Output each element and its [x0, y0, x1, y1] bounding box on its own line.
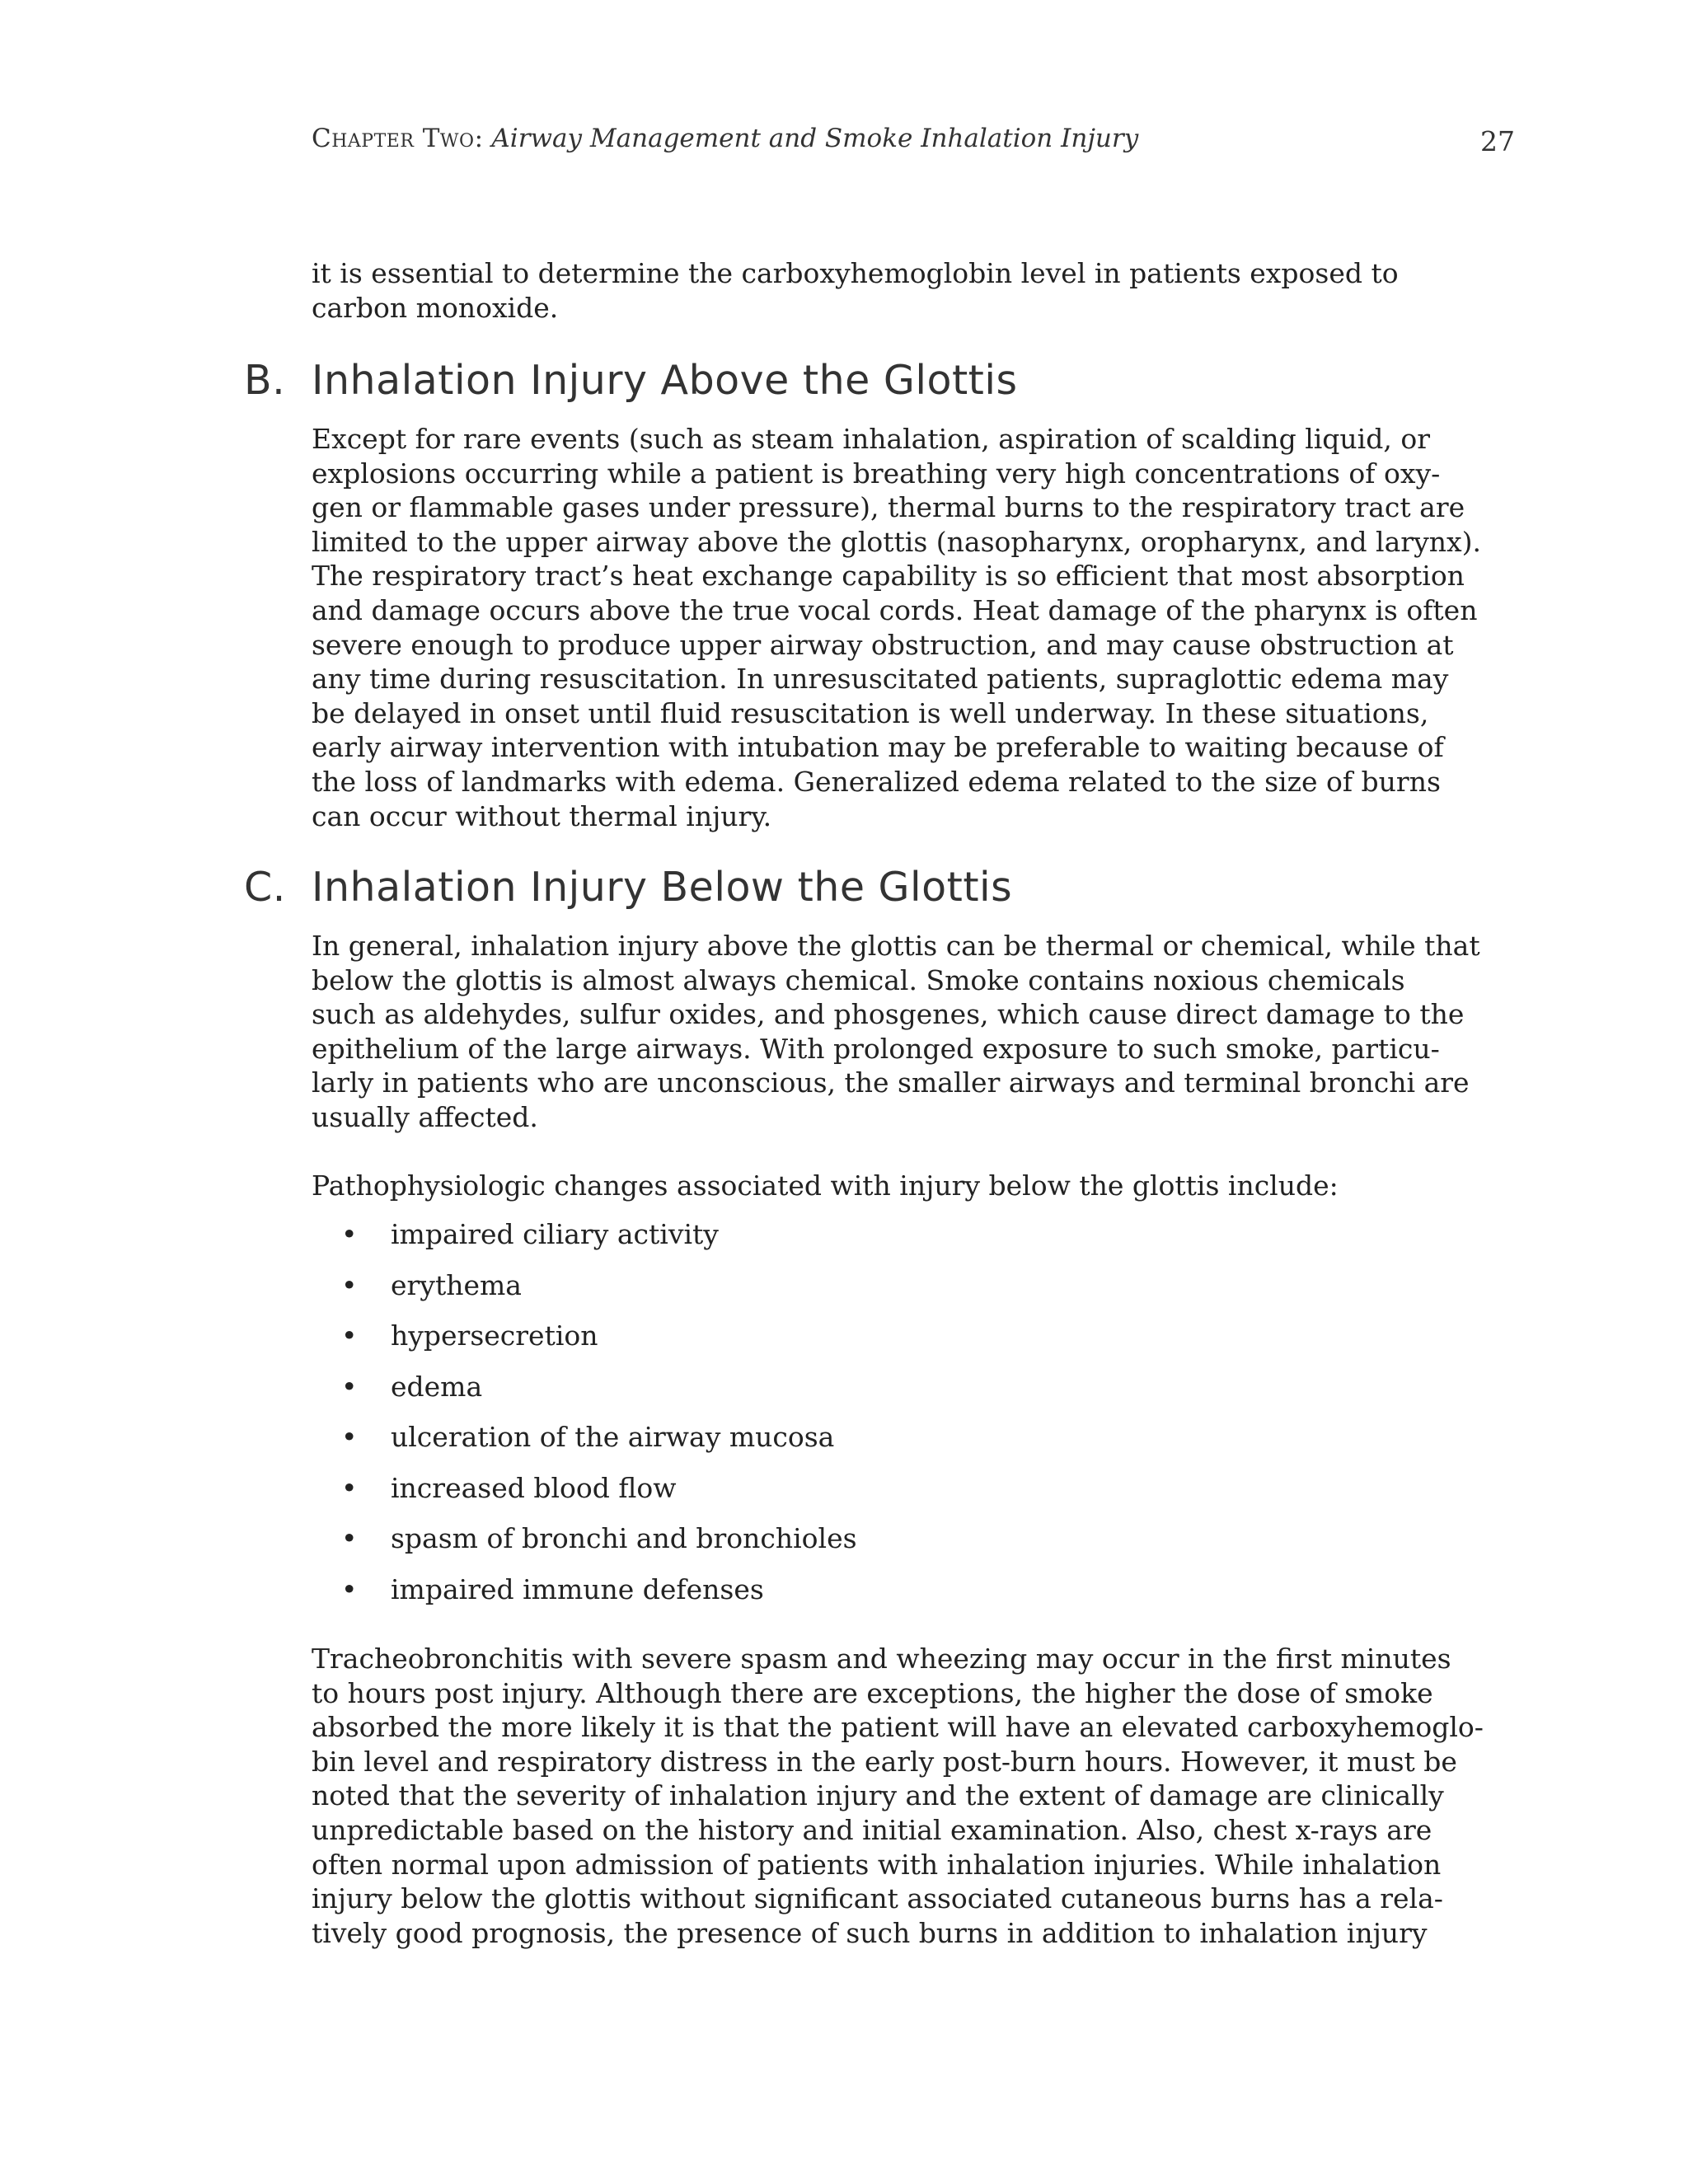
paragraph-line: to hours post injury. Although there are exceptions, the higher the dose of smoke — [312, 1676, 1433, 1709]
section-c-title: Inhalation Injury Below the Glottis — [312, 864, 1013, 911]
section-b-letter: B. — [244, 357, 286, 404]
bullet-icon: • — [341, 1421, 358, 1453]
list-intro-text: Pathophysiologic changes associated with injury below the glottis include: — [312, 1169, 1339, 1202]
list-item — [312, 1569, 1515, 1620]
bullet-icon: • — [341, 1268, 358, 1301]
paragraph-line: can occur without thermal injury. — [312, 799, 772, 832]
paragraph-line: gen or flammable gases under pressure), thermal burns to the respiratory tract are — [312, 491, 1465, 524]
list-item-text: edema — [391, 1370, 483, 1403]
paragraph-line: early airway intervention with intubation may be preferable to waiting because of — [312, 731, 1444, 764]
paragraph-line: often normal upon admission of patients with inhalation injuries. While inhalation — [312, 1848, 1442, 1881]
paragraph-line: severe enough to produce upper airway obstruction, and may cause obstruction at — [312, 628, 1454, 661]
paragraph-line: larly in patients who are unconscious, the smaller airways and terminal bronchi are — [312, 1066, 1470, 1099]
list-item — [312, 1265, 1515, 1316]
paragraph-line: and damage occurs above the true vocal cords. Heat damage of the pharynx is often — [312, 593, 1478, 626]
paragraph-line: epithelium of the large airways. With prolonged exposure to such smoke, particu- — [312, 1032, 1440, 1065]
bullet-icon: • — [341, 1319, 358, 1352]
paragraph-line: unpredictable based on the history and initial examination. Also, chest x-rays are — [312, 1813, 1432, 1846]
section-b-paragraph — [312, 422, 1515, 833]
paragraph-line: carbon monoxide. — [312, 291, 559, 324]
list-item-text: spasm of bronchi and bronchioles — [391, 1522, 857, 1554]
list-item-text: impaired immune defenses — [391, 1572, 764, 1605]
intro-paragraph — [312, 256, 1515, 325]
page-number: 27 — [1480, 125, 1515, 157]
paragraph-line: such as aldehydes, sulfur oxides, and phosgenes, which cause direct damage to the — [312, 998, 1465, 1031]
paragraph-line: tively good prognosis, the presence of such burns in addition to inhalation injury — [312, 1916, 1428, 1949]
paragraph-line: be delayed in onset until fluid resuscitation is well underway. In these situations, — [312, 696, 1429, 729]
section-c-heading — [244, 863, 1513, 912]
pathophysiology-list — [312, 1214, 1515, 1619]
list-item — [312, 1417, 1515, 1468]
list-item — [312, 1315, 1515, 1366]
section-c-paragraph-2 — [312, 1642, 1515, 1950]
paragraph-line: In general, inhalation injury above the glottis can be thermal or chemical, while that — [312, 930, 1480, 962]
paragraph-line: absorbed the more likely it is that the patient will have an elevated carboxyhemoglo- — [312, 1711, 1484, 1744]
paragraph-line: it is essential to determine the carboxyhemoglobin level in patients exposed to — [312, 257, 1399, 289]
running-header — [312, 122, 1515, 163]
paragraph-line: below the glottis is almost always chemical. Smoke contains noxious chemicals — [312, 963, 1405, 996]
list-item — [312, 1366, 1515, 1418]
paragraph-line: injury below the glottis without significant associated cutaneous burns has a rela- — [312, 1882, 1443, 1915]
list-intro — [312, 1169, 1515, 1203]
bullet-icon: • — [341, 1471, 358, 1504]
bullet-icon: • — [341, 1370, 358, 1403]
paragraph-line: The respiratory tract’s heat exchange capability is so efficient that most absorption — [312, 560, 1465, 593]
chapter-label: Chapter Two: — [312, 124, 484, 153]
list-item — [312, 1468, 1515, 1519]
bullet-icon: • — [341, 1218, 358, 1250]
paragraph-line: Tracheobronchitis with severe spasm and wheezing may occur in the first minutes — [312, 1643, 1451, 1675]
paragraph-line: Except for rare events (such as steam inhalation, aspiration of scalding liquid, or — [312, 423, 1430, 455]
paragraph-line: limited to the upper airway above the glottis (nasopharynx, oropharynx, and larynx). — [312, 525, 1481, 558]
paragraph-line: noted that the severity of inhalation injury and the extent of damage are clinically — [312, 1779, 1444, 1812]
paragraph-line: usually affected. — [312, 1100, 538, 1133]
list-item-text: hypersecretion — [391, 1319, 598, 1352]
chapter-title: Airway Management and Smoke Inhalation Injury — [491, 124, 1139, 153]
paragraph-line: the loss of landmarks with edema. Generalized edema related to the size of burns — [312, 765, 1441, 798]
list-item — [312, 1518, 1515, 1569]
paragraph-line: explosions occurring while a patient is breathing very high concentrations of oxy- — [312, 457, 1441, 490]
bullet-icon: • — [341, 1572, 358, 1605]
list-item-text: impaired ciliary activity — [391, 1218, 719, 1250]
section-c-letter: C. — [244, 864, 286, 911]
list-item-text: erythema — [391, 1268, 522, 1301]
section-b-title: Inhalation Injury Above the Glottis — [312, 357, 1018, 404]
list-item — [312, 1214, 1515, 1265]
paragraph-line: any time during resuscitation. In unresuscitated patients, supraglottic edema may — [312, 663, 1449, 696]
section-c-paragraph-1 — [312, 929, 1515, 1135]
paragraph-line: bin level and respiratory distress in the early post-burn hours. However, it must be — [312, 1745, 1457, 1778]
bullet-icon: • — [341, 1522, 358, 1554]
list-item-text: ulceration of the airway mucosa — [391, 1421, 835, 1453]
list-item-text: increased blood flow — [391, 1471, 677, 1504]
section-b-heading — [244, 356, 1513, 405]
